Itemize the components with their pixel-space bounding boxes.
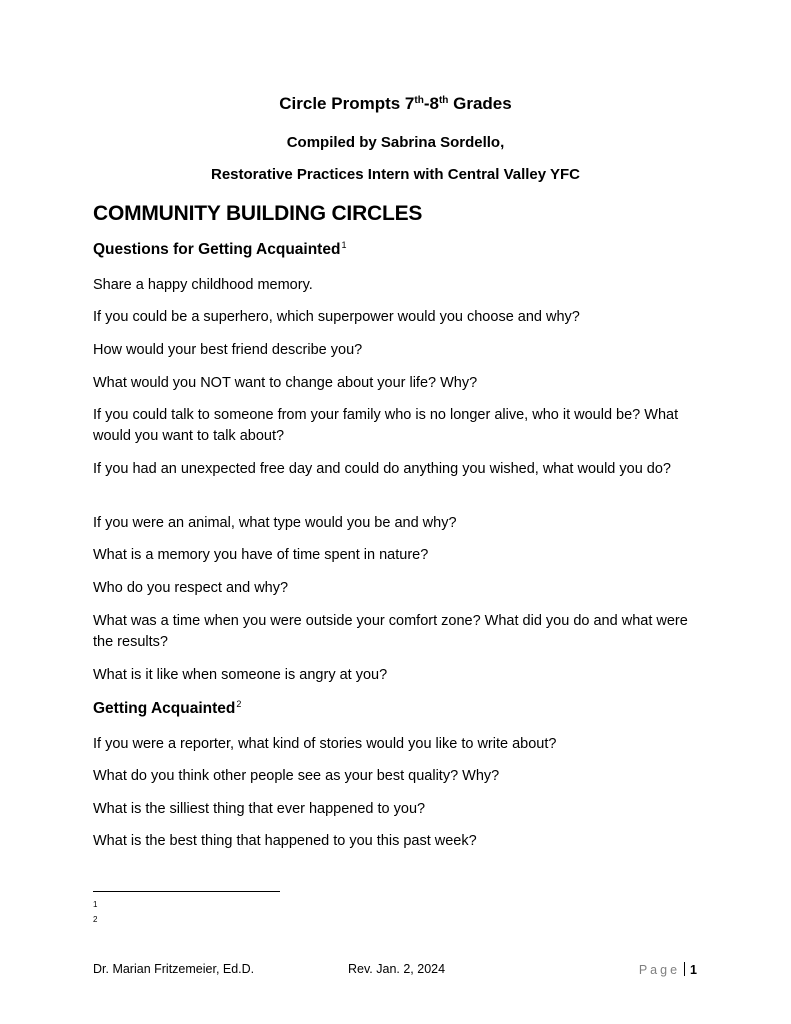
prompt-item: What is the silliest thing that ever happened to you? xyxy=(93,801,426,817)
document-title: Circle Prompts 7th-8th Grades xyxy=(279,94,512,113)
subsection-heading-questions: Questions for Getting Acquainted$^1$ xyxy=(93,240,347,258)
author-role-line: Restorative Practices Intern with Central Valley YFC xyxy=(210,166,581,183)
prompt-item: What do you think other people see as your best quality? Why? xyxy=(93,768,500,784)
page-separator xyxy=(684,962,685,976)
section-heading: COMMUNITY BUILDING CIRCLES xyxy=(93,202,423,225)
prompt-item: What was a time when you were outside your comfort zone? What did you do and what were the results? xyxy=(93,613,688,650)
prompt-item: If you were a reporter, what kind of stories would you like to write about? xyxy=(93,736,557,752)
prompt-item: Share a happy childhood memory. xyxy=(93,277,313,293)
prompt-item: Who do you respect and why? xyxy=(93,580,289,596)
prompt-item: How would your best friend describe you? xyxy=(93,342,363,358)
prompt-item: If you could talk to someone from your family who is no longer alive, who it would be? What would you want to talk about? xyxy=(93,407,679,444)
page-label: Page xyxy=(638,963,681,977)
footnote-ref: 1 xyxy=(341,240,347,250)
compiled-by-line: Compiled by Sabrina Sordello, xyxy=(286,134,505,151)
prompt-item: What would you NOT want to change about your life? Why? xyxy=(93,375,478,391)
footer-revision: Rev. Jan. 2, 2024 xyxy=(348,962,446,976)
footnote-marker: 2 xyxy=(93,915,98,924)
footnote-divider xyxy=(93,891,280,892)
prompt-item: What is a memory you have of time spent in nature? xyxy=(93,547,429,563)
subsection-heading-getting-acquainted: Getting Acquainted$^2$ xyxy=(93,699,242,717)
footer-page-indicator xyxy=(639,962,697,977)
prompt-item: If you had an unexpected free day and could do anything you wished, what would you do? xyxy=(93,461,671,477)
footnote-ref: 2 xyxy=(236,699,242,709)
prompt-item: If you could be a superhero, which superpower would you choose and why? xyxy=(93,309,580,325)
prompt-item: What is the best thing that happened to you this past week? xyxy=(93,833,477,849)
prompt-item: If you were an animal, what type would you be and why? xyxy=(93,515,457,531)
prompt-item: What is it like when someone is angry at you? xyxy=(93,667,388,683)
page-number: 1 xyxy=(690,963,697,977)
footer-author: Dr. Marian Fritzemeier, Ed.D. xyxy=(93,962,255,976)
footnote-marker: 1 xyxy=(93,900,98,909)
